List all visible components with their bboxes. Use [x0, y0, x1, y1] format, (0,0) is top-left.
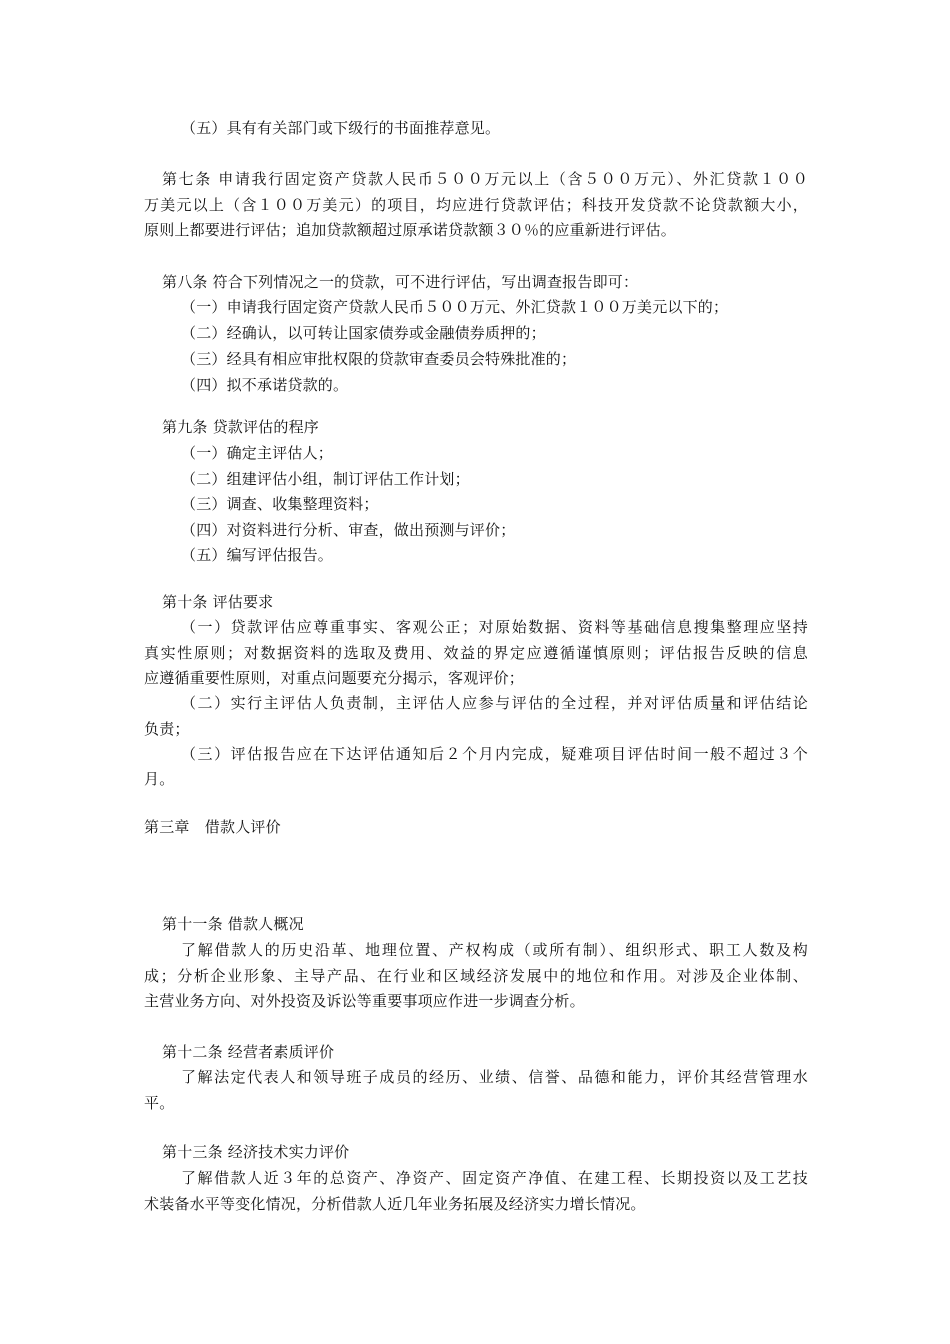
- text-line: 负责；: [144, 720, 190, 738]
- text-line: 月。: [144, 770, 175, 788]
- article-10-heading: 第十条 评估要求: [162, 593, 274, 611]
- list-item: （二）经确认，以可转让国家债券或金融债券质押的；: [181, 324, 546, 342]
- chapter-3-heading: 第三章 借款人评价: [144, 818, 281, 836]
- list-item: （一）申请我行固定资产贷款人民币５００万元、外汇贷款１００万美元以下的；: [181, 298, 729, 316]
- text-line: 了解借款人近３年的总资产、净资产、固定资产净值、在建工程、长期投资以及工艺技: [181, 1169, 808, 1187]
- list-item: （二）组建评估小组，制订评估工作计划；: [181, 470, 470, 488]
- text-line: （五）具有有关部门或下级行的书面推荐意见。: [181, 119, 501, 137]
- text-line: 术装备水平等变化情况，分析借款人近几年业务拓展及经济实力增长情况。: [144, 1195, 646, 1213]
- text-line: 了解法定代表人和领导班子成员的经历、业绩、信誉、品德和能力，评价其经营管理水: [181, 1068, 808, 1086]
- article-13-heading: 第十三条 经济技术实力评价: [162, 1143, 350, 1161]
- article-12-heading: 第十二条 经营者素质评价: [162, 1043, 335, 1061]
- text-line: （三）评估报告应在下达评估通知后２个月内完成，疑难项目评估时间一般不超过３个: [181, 745, 808, 763]
- list-item: （三）经具有相应审批权限的贷款审查委员会特殊批准的；: [181, 350, 577, 368]
- text-line: 成；分析企业形象、主导产品、在行业和区域经济发展中的地位和作用。对涉及企业体制、: [144, 967, 808, 985]
- article-9-heading: 第九条 贷款评估的程序: [162, 418, 319, 436]
- list-item: （四）对资料进行分析、审查，做出预测与评价；: [181, 521, 516, 539]
- text-line: （二）实行主评估人负责制，主评估人应参与评估的全过程，并对评估质量和评估结论: [181, 694, 808, 712]
- article-11-heading: 第十一条 借款人概况: [162, 915, 304, 933]
- text-line: 原则上都要进行评估；追加贷款额超过原承诺贷款额３０％的应重新进行评估。: [144, 221, 677, 239]
- list-item: （一）确定主评估人；: [181, 444, 334, 462]
- list-item: （四）拟不承诺贷款的。: [181, 376, 349, 394]
- article-8-heading: 第八条 符合下列情况之一的贷款，可不进行评估，写出调查报告即可：: [162, 273, 639, 291]
- text-line: 应遵循重要性原则，对重点问题要充分揭示，客观评价；: [144, 669, 525, 687]
- text-line: 真实性原则；对数据资料的选取及费用、效益的界定应遵循谨慎原则；评估报告反映的信息: [144, 644, 808, 662]
- list-item: （五）编写评估报告。: [181, 546, 334, 564]
- text-line: 了解借款人的历史沿革、地理位置、产权构成（或所有制）、组织形式、职工人数及构: [181, 941, 808, 959]
- text-line: （一）贷款评估应尊重事实、客观公正；对原始数据、资料等基础信息搜集整理应坚持: [181, 618, 808, 636]
- list-item: （三）调查、收集整理资料；: [181, 495, 379, 513]
- text-line: 平。: [144, 1094, 175, 1112]
- text-line: 万美元以上（含１００万美元）的项目，均应进行贷款评估；科技开发贷款不论贷款额大小，: [144, 196, 808, 214]
- text-line: 主营业务方向、对外投资及诉讼等重要事项应作进一步调查分析。: [144, 992, 585, 1010]
- article-7-heading: 第七条 申请我行固定资产贷款人民币５００万元以上（含５００万元）、外汇贷款１００: [162, 170, 808, 188]
